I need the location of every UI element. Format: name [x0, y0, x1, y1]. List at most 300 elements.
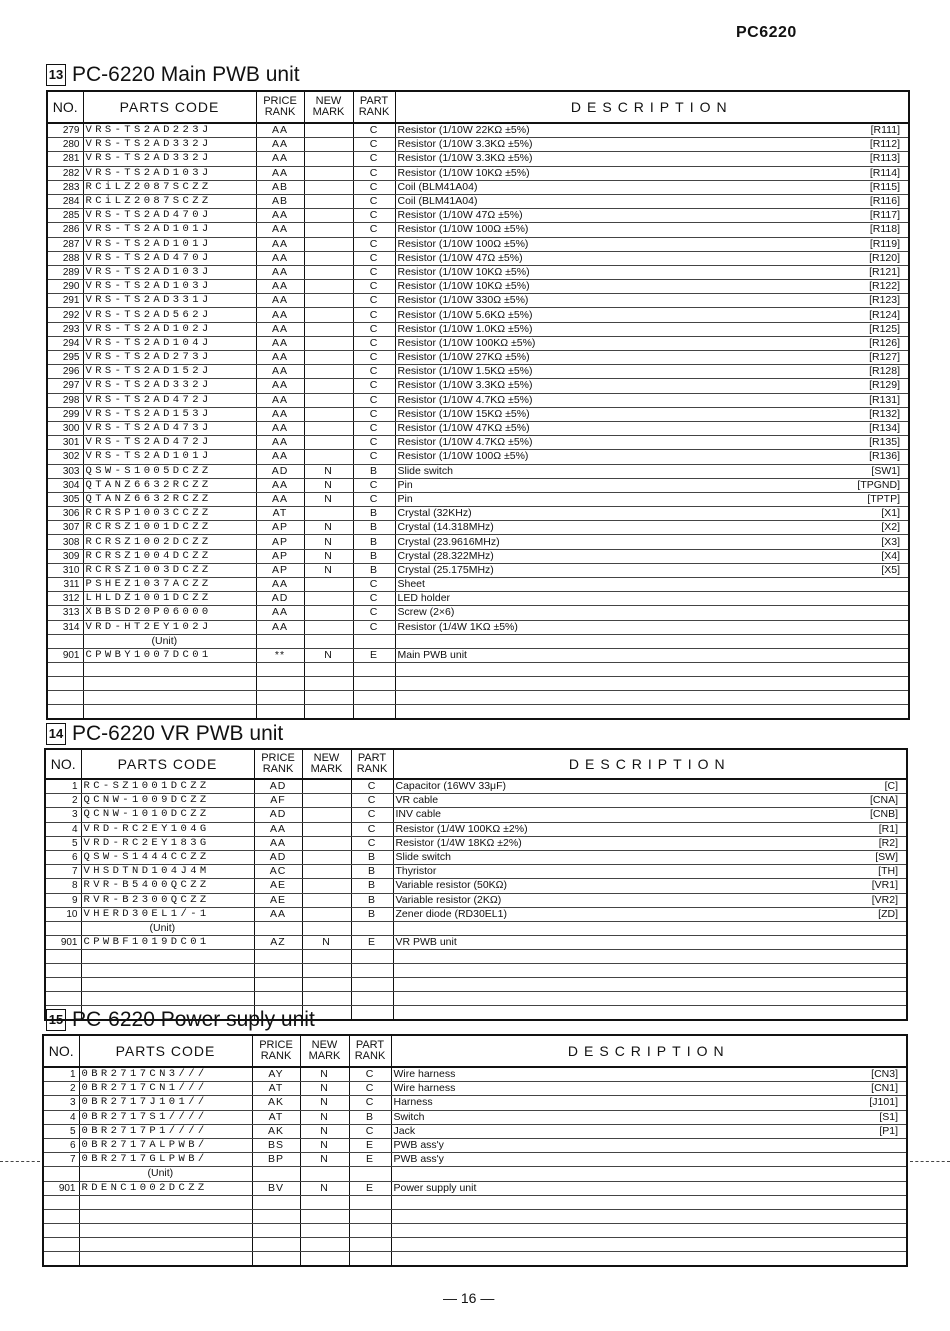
description-text: Resistor (1/10W 1.0KΩ ±5%) [397, 322, 533, 335]
new-mark [304, 436, 353, 450]
new-mark [302, 836, 351, 850]
parts-code: RCRSZ1002DCZZ [83, 535, 256, 549]
parts-code: VRS-TS2AD101J [83, 237, 256, 251]
header-part-rank [351, 749, 393, 779]
table-row [47, 450, 909, 464]
description-text: Power supply unit [393, 1181, 477, 1194]
price-rank: AP [256, 535, 304, 549]
price-rank: AA [256, 322, 304, 336]
price-rank: AA [254, 822, 302, 836]
part-rank: C [353, 251, 395, 265]
row-number: 308 [47, 535, 83, 549]
description-text: Wire harness [393, 1068, 456, 1081]
header-price-rank-line1: PRICE [259, 1039, 293, 1051]
empty-cell [302, 950, 351, 964]
new-mark [304, 407, 353, 421]
part-rank: C [353, 180, 395, 194]
price-rank: AA [256, 336, 304, 350]
row-number: 284 [47, 194, 83, 208]
new-mark: N [300, 1124, 349, 1138]
new-mark: N [304, 648, 353, 662]
part-rank: B [351, 879, 393, 893]
table-row [47, 152, 909, 166]
empty-cell [393, 950, 907, 964]
row-number: 1 [43, 1067, 79, 1082]
description-text: Resistor (1/10W 100Ω ±5%) [397, 237, 529, 250]
reference-designator: [R136] [869, 450, 900, 463]
header-new-mark-line2: MARK [308, 1050, 341, 1062]
description-cell [395, 209, 909, 223]
price-rank [252, 1167, 300, 1181]
empty-cell [304, 705, 353, 720]
part-rank: B [353, 464, 395, 478]
header-price-rank-line2: RANK [262, 763, 294, 775]
new-mark [304, 194, 353, 208]
new-mark [304, 265, 353, 279]
new-mark: N [304, 535, 353, 549]
header-part-rank-line2: RANK [356, 763, 388, 775]
row-number: 291 [47, 294, 83, 308]
new-mark [304, 180, 353, 194]
new-mark [304, 578, 353, 592]
price-rank: AE [254, 893, 302, 907]
new-mark [302, 779, 351, 794]
table-row [47, 322, 909, 336]
table-body [47, 123, 909, 719]
new-mark [304, 251, 353, 265]
row-number: 312 [47, 592, 83, 606]
description-text: Resistor (1/10W 47Ω ±5%) [397, 209, 523, 222]
empty-cell [81, 950, 254, 964]
empty-cell [349, 1195, 391, 1209]
description-cell [395, 237, 909, 251]
price-rank: AD [254, 850, 302, 864]
reference-designator: [SW1] [871, 464, 900, 477]
header-parts-code: PARTS CODE [83, 91, 256, 123]
description-cell [391, 1110, 907, 1124]
empty-cell [79, 1209, 252, 1223]
table-row [43, 1181, 907, 1195]
blank-row [45, 978, 907, 992]
part-rank: C [353, 152, 395, 166]
part-rank: C [353, 166, 395, 180]
price-rank: ** [256, 648, 304, 662]
new-mark [302, 850, 351, 864]
unit-label-row [43, 1167, 907, 1181]
blank-row [47, 663, 909, 677]
price-rank: AA [256, 578, 304, 592]
new-mark: N [304, 478, 353, 492]
description-text: Zener diode (RD30EL1) [395, 907, 507, 920]
price-rank: AA [256, 265, 304, 279]
empty-cell [349, 1251, 391, 1266]
part-rank: C [351, 794, 393, 808]
empty-cell [83, 705, 256, 720]
empty-cell [43, 1223, 79, 1237]
header-new-mark-line2: MARK [310, 763, 343, 775]
row-number: 290 [47, 280, 83, 294]
blank-row [43, 1223, 907, 1237]
empty-cell [395, 691, 909, 705]
row-number: 313 [47, 606, 83, 620]
description-cell [391, 1124, 907, 1138]
description-cell [395, 322, 909, 336]
description-cell [395, 152, 909, 166]
empty-cell [304, 663, 353, 677]
part-rank: C [351, 822, 393, 836]
reference-designator: [R127] [869, 351, 900, 364]
reference-designator: [J101] [869, 1096, 898, 1109]
part-rank: C [353, 421, 395, 435]
reference-designator: [R129] [869, 379, 900, 392]
table-row [47, 393, 909, 407]
reference-designator: [SW] [875, 851, 898, 864]
description-text: Coil (BLM41A04) [397, 180, 478, 193]
description-text: Resistor (1/10W 330Ω ±5%) [397, 294, 529, 307]
parts-code: RCRSZ1003DCZZ [83, 563, 256, 577]
empty-cell [252, 1251, 300, 1266]
price-rank: BP [252, 1153, 300, 1167]
description-text: PWB ass'y [393, 1139, 444, 1152]
price-rank: AP [256, 563, 304, 577]
row-number: 309 [47, 549, 83, 563]
scan-dash-line-right [910, 1161, 950, 1162]
part-rank: C [353, 478, 395, 492]
description-text: Crystal (32KHz) [397, 507, 472, 520]
blank-row [43, 1195, 907, 1209]
table-row [47, 648, 909, 662]
price-rank: AA [256, 209, 304, 223]
price-rank: AA [256, 351, 304, 365]
row-number: 7 [43, 1153, 79, 1167]
section-title-text: PC-6220 Power suply unit [72, 1008, 315, 1031]
parts-code: VHSDTND104J4M [81, 865, 254, 879]
part-rank: C [351, 779, 393, 794]
parts-code: CPWBF1019DC01 [81, 936, 254, 950]
part-rank: E [353, 648, 395, 662]
parts-table-power-supply [42, 1034, 908, 1267]
price-rank: AA [256, 223, 304, 237]
new-mark [302, 865, 351, 879]
blank-row [45, 950, 907, 964]
new-mark [302, 879, 351, 893]
header-new-mark [302, 749, 351, 779]
reference-designator: [R120] [869, 251, 900, 264]
reference-designator: [TPTP] [867, 492, 900, 505]
price-rank: AE [254, 879, 302, 893]
new-mark [300, 1167, 349, 1181]
header-price-rank-line1: PRICE [263, 95, 297, 107]
table-row [45, 836, 907, 850]
row-number: 2 [45, 794, 81, 808]
parts-code: 0BR2717S1//// [79, 1110, 252, 1124]
new-mark [304, 351, 353, 365]
header-row [47, 91, 909, 123]
description-text: Resistor (1/10W 100KΩ ±5%) [397, 336, 536, 349]
part-rank: C [353, 592, 395, 606]
empty-cell [81, 964, 254, 978]
description-text: INV cable [395, 808, 442, 821]
new-mark: N [304, 549, 353, 563]
row-number: 4 [45, 822, 81, 836]
part-rank: C [349, 1096, 391, 1110]
empty-cell [83, 691, 256, 705]
row-number: 901 [47, 648, 83, 662]
parts-code: XBBSD20P06000 [83, 606, 256, 620]
parts-code: QCNW-1009DCZZ [81, 794, 254, 808]
parts-code: VRD-HT2EY102J [83, 620, 256, 634]
price-rank: AA [256, 436, 304, 450]
description-text: Resistor (1/10W 4.7KΩ ±5%) [397, 393, 533, 406]
table-row [47, 237, 909, 251]
parts-code: VRS-TS2AD470J [83, 251, 256, 265]
description-text: Resistor (1/10W 10KΩ ±5%) [397, 166, 530, 179]
table-row [43, 1082, 907, 1096]
header-new-mark-line2: MARK [312, 106, 345, 118]
table-row [47, 351, 909, 365]
empty-cell [393, 978, 907, 992]
reference-designator: [P1] [879, 1124, 898, 1137]
table-row [47, 280, 909, 294]
table-header [47, 91, 909, 123]
row-number: 306 [47, 507, 83, 521]
row-number: 292 [47, 308, 83, 322]
row-number [47, 634, 83, 648]
description-text: Crystal (25.175MHz) [397, 563, 494, 576]
price-rank: AA [256, 166, 304, 180]
description-text: VR PWB unit [395, 936, 457, 949]
parts-code: QSW-S1005DCZZ [83, 464, 256, 478]
table-row [47, 407, 909, 421]
description-text: Resistor (1/10W 3.3KΩ ±5%) [397, 152, 533, 165]
row-number: 296 [47, 365, 83, 379]
empty-cell [256, 677, 304, 691]
table-row [47, 478, 909, 492]
empty-cell [391, 1237, 907, 1251]
table-row [43, 1110, 907, 1124]
description-text: Crystal (28.322MHz) [397, 549, 494, 562]
parts-code: VRS-TS2AD273J [83, 351, 256, 365]
description-cell [395, 365, 909, 379]
description-text: Resistor (1/10W 3.3KΩ ±5%) [397, 379, 533, 392]
new-mark [302, 921, 351, 935]
table-row [47, 606, 909, 620]
description-cell [395, 294, 909, 308]
empty-cell [353, 677, 395, 691]
price-rank: AP [256, 549, 304, 563]
empty-cell [256, 663, 304, 677]
empty-cell [393, 992, 907, 1006]
table-row [47, 379, 909, 393]
parts-code: VRS-TS2AD331J [83, 294, 256, 308]
reference-designator: [X3] [881, 535, 900, 548]
empty-cell [45, 964, 81, 978]
row-number: 297 [47, 379, 83, 393]
new-mark [304, 209, 353, 223]
description-cell [395, 308, 909, 322]
price-rank: AT [256, 507, 304, 521]
reference-designator: [TPGND] [857, 478, 900, 491]
parts-code: QCNW-1010DCZZ [81, 808, 254, 822]
reference-designator: [R2] [878, 836, 898, 849]
description-text: Main PWB unit [397, 649, 467, 662]
row-number: 294 [47, 336, 83, 350]
new-mark: N [304, 464, 353, 478]
parts-code: VRS-TS2AD103J [83, 265, 256, 279]
parts-code: VRS-TS2AD103J [83, 280, 256, 294]
new-mark [304, 237, 353, 251]
empty-cell [351, 992, 393, 1006]
section-number-box: 14 [46, 723, 66, 745]
part-rank: C [353, 138, 395, 152]
new-mark [304, 123, 353, 138]
new-mark [304, 152, 353, 166]
reference-designator: [R124] [869, 308, 900, 321]
header-new-mark [304, 91, 353, 123]
parts-code: VRD-RC2EY104G [81, 822, 254, 836]
empty-cell [254, 992, 302, 1006]
reference-designator: [X1] [881, 507, 900, 520]
section-title-main-pwb [46, 63, 300, 87]
new-mark [304, 393, 353, 407]
parts-code: VRS-TS2AD101J [83, 223, 256, 237]
price-rank: AA [256, 450, 304, 464]
description-cell [395, 393, 909, 407]
table-row [45, 879, 907, 893]
description-cell [395, 166, 909, 180]
description-text: Thyristor [395, 865, 437, 878]
description-cell [395, 478, 909, 492]
new-mark: N [304, 521, 353, 535]
table-row [47, 549, 909, 563]
reference-designator: [S1] [879, 1110, 898, 1123]
reference-designator: [X5] [881, 563, 900, 576]
description-cell [391, 1153, 907, 1167]
parts-code: RCRSP1003CCZZ [83, 507, 256, 521]
part-rank: C [353, 294, 395, 308]
description-text: LED holder [397, 592, 451, 605]
price-rank: AA [256, 620, 304, 634]
empty-cell [302, 978, 351, 992]
parts-code: CPWBY1007DC01 [83, 648, 256, 662]
header-price-rank-line2: RANK [260, 1050, 292, 1062]
part-rank: C [353, 351, 395, 365]
description-cell [393, 850, 907, 864]
header-new-mark-line1: NEW [313, 752, 340, 764]
header-description: DESCRIPTION [395, 91, 909, 123]
part-rank: E [349, 1181, 391, 1195]
parts-code: 0BR2717CN1/// [79, 1082, 252, 1096]
description-text: Resistor (1/10W 27KΩ ±5%) [397, 351, 530, 364]
description-text: Resistor (1/10W 4.7KΩ ±5%) [397, 436, 533, 449]
table-row [43, 1096, 907, 1110]
empty-cell [395, 677, 909, 691]
reference-designator: [R115] [869, 180, 900, 193]
table-row [43, 1124, 907, 1138]
parts-code: VRS-TS2AD223J [83, 123, 256, 138]
empty-cell [43, 1237, 79, 1251]
description-cell [393, 879, 907, 893]
header-row [45, 749, 907, 779]
price-rank: AA [256, 294, 304, 308]
description-cell [395, 464, 909, 478]
part-rank: C [351, 836, 393, 850]
description-text: Resistor (1/10W 100Ω ±5%) [397, 223, 529, 236]
parts-code: 0BR2717J101// [79, 1096, 252, 1110]
part-rank: C [353, 209, 395, 223]
row-number: 5 [43, 1124, 79, 1138]
header-price-rank [256, 91, 304, 123]
new-mark [304, 336, 353, 350]
parts-code: VRD-RC2EY183G [81, 836, 254, 850]
description-text: Capacitor (16WV 33μF) [395, 780, 507, 793]
parts-code: (Unit) [79, 1167, 252, 1181]
table-row [45, 808, 907, 822]
description-cell [395, 436, 909, 450]
empty-cell [254, 950, 302, 964]
new-mark [304, 620, 353, 634]
table-row [45, 822, 907, 836]
blank-row [47, 691, 909, 705]
table-row [47, 620, 909, 634]
part-rank: B [351, 907, 393, 921]
parts-code: VRS-TS2AD102J [83, 322, 256, 336]
parts-code: RDENC1002DCZZ [79, 1181, 252, 1195]
description-text: Resistor (1/10W 47KΩ ±5%) [397, 422, 530, 435]
empty-cell [395, 705, 909, 720]
description-cell [395, 280, 909, 294]
row-number: 8 [45, 879, 81, 893]
reference-designator: [R132] [869, 407, 900, 420]
description-cell [395, 421, 909, 435]
price-rank: BV [252, 1181, 300, 1195]
parts-code: (Unit) [83, 634, 256, 648]
part-rank: E [351, 936, 393, 950]
price-rank: AA [254, 836, 302, 850]
empty-cell [79, 1195, 252, 1209]
part-rank: B [351, 850, 393, 864]
blank-row [45, 964, 907, 978]
price-rank: AA [256, 138, 304, 152]
empty-cell [304, 677, 353, 691]
part-rank [351, 921, 393, 935]
new-mark [304, 634, 353, 648]
reference-designator: [R128] [869, 365, 900, 378]
empty-cell [353, 663, 395, 677]
price-rank: AA [256, 280, 304, 294]
empty-cell [79, 1223, 252, 1237]
row-number: 288 [47, 251, 83, 265]
description-cell [395, 492, 909, 506]
description-cell [395, 648, 909, 662]
row-number: 286 [47, 223, 83, 237]
description-cell [393, 936, 907, 950]
table-row [47, 592, 909, 606]
reference-designator: [X4] [881, 549, 900, 562]
parts-code: VHERD30EL1/-1 [81, 907, 254, 921]
description-cell [395, 620, 909, 634]
empty-cell [304, 691, 353, 705]
part-rank: C [353, 123, 395, 138]
description-cell [393, 907, 907, 921]
description-cell [391, 1082, 907, 1096]
row-number: 303 [47, 464, 83, 478]
description-cell [391, 1138, 907, 1152]
section-number-box: 13 [46, 64, 66, 86]
reference-designator: [VR2] [871, 893, 898, 906]
price-rank: AA [256, 379, 304, 393]
parts-code: QTANZ6632RCZZ [83, 478, 256, 492]
